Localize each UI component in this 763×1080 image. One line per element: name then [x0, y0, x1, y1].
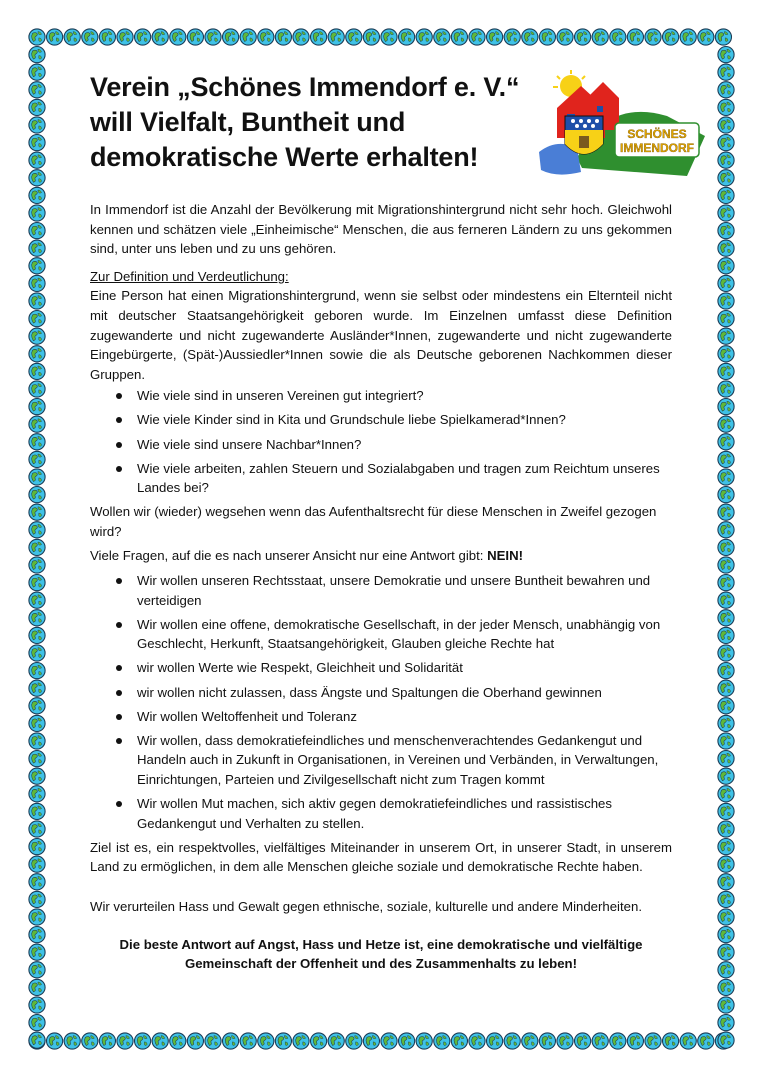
- globe-icon: [47, 29, 63, 45]
- globe-icon: [258, 1033, 274, 1049]
- globe-icon: [29, 205, 45, 221]
- globe-icon: [29, 715, 45, 731]
- globe-icon: [117, 29, 133, 45]
- wish-list: [90, 571, 672, 833]
- globe-icon: [416, 1033, 432, 1049]
- globe-icon: [29, 1032, 45, 1048]
- globe-icon: [718, 962, 734, 978]
- definition-heading: Zur Definition und Verdeutlichung:: [90, 268, 289, 284]
- globe-icon: [29, 786, 45, 802]
- globe-icon: [29, 29, 45, 45]
- intro-paragraph: In Immendorf ist die Anzahl der Bevölkerung mit Migrationshintergrund nicht sehr hoch. Gleichwohl kennen und schätzen viele „Einheimische“ Menschen, die aus ferneren Ländern zu uns gekommen sind, unter uns leben und zu uns gehören.: [90, 202, 672, 257]
- logo-text-line-2: IMMENDORF: [620, 141, 694, 155]
- globe-icon: [29, 451, 45, 467]
- globe-icon: [469, 1033, 485, 1049]
- globe-icon: [522, 1033, 538, 1049]
- globe-icon: [29, 522, 45, 538]
- globe-icon: [29, 275, 45, 291]
- globe-icon: [29, 328, 45, 344]
- globe-icon: [29, 768, 45, 784]
- globe-icon: [718, 803, 734, 819]
- globe-icon: [663, 1033, 679, 1049]
- globe-icon: [575, 1033, 591, 1049]
- globe-icon: [223, 1033, 239, 1049]
- answer-paragraph: [90, 546, 672, 566]
- globe-icon: [718, 979, 734, 995]
- globe-icon: [29, 1015, 45, 1031]
- logo-text-line-1: SCHÖNES: [627, 127, 687, 141]
- list-item: Wir wollen Weltoffenheit und Toleranz: [90, 707, 672, 727]
- globe-icon: [29, 117, 45, 133]
- globe-icon: [451, 1033, 467, 1049]
- list-item: wir wollen nicht zulassen, dass Ängste und Spaltungen die Oberhand gewinnen: [90, 683, 672, 703]
- globe-icon: [47, 1033, 63, 1049]
- globe-icon: [718, 522, 734, 538]
- globe-icon: [29, 399, 45, 415]
- globe-icon: [680, 29, 696, 45]
- globe-icon: [29, 469, 45, 485]
- globe-icon: [718, 821, 734, 837]
- globe-icon: [29, 997, 45, 1013]
- globe-icon: [718, 82, 734, 98]
- globe-icon: [29, 99, 45, 115]
- globe-icon: [29, 751, 45, 767]
- globe-icon: [416, 29, 432, 45]
- globe-icon: [627, 29, 643, 45]
- globe-icon: [557, 1033, 573, 1049]
- globe-icon: [718, 786, 734, 802]
- globe-icon: [29, 557, 45, 573]
- globe-icon: [451, 29, 467, 45]
- globe-icon: [399, 1033, 415, 1049]
- list-item: Wie viele sind in unseren Vereinen gut integriert?: [90, 386, 672, 406]
- globe-icon: [698, 1033, 714, 1049]
- globe-icon: [29, 363, 45, 379]
- globe-icon: [718, 311, 734, 327]
- closing-line-1: Die beste Antwort auf Angst, Hass und Hetze ist, eine demokratische und vielfältige: [119, 936, 643, 952]
- globe-icon: [29, 733, 45, 749]
- globe-icon: [293, 1033, 309, 1049]
- globe-icon: [522, 29, 538, 45]
- page-title: [90, 70, 520, 175]
- globe-icon: [170, 29, 186, 45]
- globe-icon: [29, 698, 45, 714]
- globe-icon: [399, 29, 415, 45]
- globe-icon: [258, 29, 274, 45]
- globe-icon: [718, 733, 734, 749]
- globe-icon: [645, 29, 661, 45]
- globe-icon: [539, 1033, 555, 1049]
- list-item: Wir wollen unseren Rechtsstaat, unsere Demokratie und unsere Buntheit bewahren und verteidigen: [90, 571, 672, 610]
- globe-icon: [29, 434, 45, 450]
- globe-icon: [275, 1033, 291, 1049]
- globe-icon: [718, 363, 734, 379]
- globe-icon: [487, 29, 503, 45]
- globe-icon: [434, 29, 450, 45]
- globe-icon: [64, 1033, 80, 1049]
- title-line-3: demokratische Werte erhalten!: [90, 142, 479, 172]
- globe-icon: [29, 645, 45, 661]
- globe-icon: [680, 1033, 696, 1049]
- globe-icon: [434, 1033, 450, 1049]
- closing-statement: [90, 935, 672, 974]
- globe-icon: [29, 258, 45, 274]
- globe-icon: [135, 29, 151, 45]
- condemn-paragraph: Wir verurteilen Hass und Gewalt gegen ethnische, soziale, kulturelle und andere Minderheiten.: [90, 898, 642, 914]
- document-body: [90, 200, 672, 974]
- globe-icon: [363, 1033, 379, 1049]
- globe-icon: [575, 29, 591, 45]
- globe-icon: [346, 29, 362, 45]
- question-paragraph: Wollen wir (wieder) wegsehen wenn das Aufenthaltsrecht für diese Menschen in Zweifel gezogen wird?: [90, 504, 657, 539]
- globe-icon: [29, 82, 45, 98]
- globe-icon: [718, 891, 734, 907]
- globe-icon: [29, 821, 45, 837]
- globe-icon: [223, 29, 239, 45]
- globe-icon: [718, 135, 734, 151]
- globe-icon: [718, 275, 734, 291]
- globe-icon: [592, 1033, 608, 1049]
- globe-icon: [152, 29, 168, 45]
- globe-icon: [240, 29, 256, 45]
- list-item: Wir wollen Mut machen, sich aktiv gegen demokratiefeindliches und rassistisches Gedankengut und Verhalten zu stellen.: [90, 794, 672, 833]
- globe-icon: [718, 258, 734, 274]
- globe-icon: [29, 416, 45, 432]
- globe-icon: [29, 680, 45, 696]
- globe-icon: [29, 223, 45, 239]
- globe-icon: [29, 311, 45, 327]
- globe-icon: [187, 29, 203, 45]
- list-item: Wie viele sind unsere Nachbar*Innen?: [90, 435, 672, 455]
- globe-icon: [718, 99, 734, 115]
- globe-icon: [718, 152, 734, 168]
- globe-icon: [504, 29, 520, 45]
- globe-icon: [29, 487, 45, 503]
- globe-icon: [718, 839, 734, 855]
- globe-icon: [29, 575, 45, 591]
- globe-icon: [29, 170, 45, 186]
- globe-icon: [718, 680, 734, 696]
- answer-no: NEIN!: [487, 547, 523, 563]
- globe-icon: [29, 663, 45, 679]
- globe-icon: [29, 856, 45, 872]
- globe-icon: [718, 592, 734, 608]
- globe-icon: [718, 381, 734, 397]
- globe-icon: [718, 504, 734, 520]
- globe-icon: [275, 29, 291, 45]
- globe-icon: [610, 29, 626, 45]
- globe-icon: [718, 117, 734, 133]
- globe-icon: [718, 557, 734, 573]
- answer-lead: Viele Fragen, auf die es nach unserer Ansicht nur eine Antwort gibt:: [90, 547, 488, 563]
- globe-icon: [610, 1033, 626, 1049]
- globe-icon: [29, 610, 45, 626]
- schoenes-immendorf-logo: [537, 68, 707, 178]
- list-item: Wir wollen eine offene, demokratische Gesellschaft, in der jeder Mensch, unabhängig von Geschlecht, Herkunft, Staatsangehörigkeit, Glauben gleiche Rechte hat: [90, 615, 672, 654]
- list-item: Wie viele arbeiten, zahlen Steuern und Sozialabgaben und tragen zum Reichtum unseres Landes bei?: [90, 459, 672, 498]
- globe-icon: [117, 1033, 133, 1049]
- globe-icon: [718, 240, 734, 256]
- globe-icon: [205, 1033, 221, 1049]
- globe-icon: [29, 839, 45, 855]
- globe-icon: [718, 64, 734, 80]
- globe-icon: [645, 1033, 661, 1049]
- globe-icon: [718, 1015, 734, 1031]
- globe-icon: [29, 187, 45, 203]
- globe-icon: [99, 29, 115, 45]
- globe-icon: [718, 909, 734, 925]
- globe-icon: [29, 152, 45, 168]
- globe-icon: [718, 328, 734, 344]
- globe-icon: [29, 874, 45, 890]
- globe-icon: [539, 29, 555, 45]
- closing-line-2: Gemeinschaft der Offenheit und des Zusammenhalts zu leben!: [184, 956, 578, 972]
- globe-icon: [29, 627, 45, 643]
- globe-icon: [592, 29, 608, 45]
- globe-icon: [29, 504, 45, 520]
- globe-icon: [311, 1033, 327, 1049]
- globe-icon: [363, 29, 379, 45]
- globe-icon: [663, 29, 679, 45]
- globe-icon: [29, 944, 45, 960]
- globe-icon: [152, 1033, 168, 1049]
- globe-icon: [718, 944, 734, 960]
- globe-icon: [718, 751, 734, 767]
- list-item: wir wollen Werte wie Respekt, Gleichheit und Solidarität: [90, 658, 672, 678]
- globe-icon: [718, 487, 734, 503]
- globe-icon: [311, 29, 327, 45]
- globe-icon: [718, 539, 734, 555]
- globe-icon: [718, 610, 734, 626]
- globe-icon: [718, 399, 734, 415]
- globe-icon: [293, 29, 309, 45]
- globe-icon: [187, 1033, 203, 1049]
- globe-icon: [718, 451, 734, 467]
- globe-icon: [328, 1033, 344, 1049]
- globe-icon: [29, 240, 45, 256]
- globe-icon: [29, 539, 45, 555]
- globe-icon: [557, 29, 573, 45]
- globe-icon: [718, 575, 734, 591]
- globe-icon: [718, 856, 734, 872]
- globe-icon: [64, 29, 80, 45]
- globe-icon: [135, 1033, 151, 1049]
- globe-icon: [240, 1033, 256, 1049]
- globe-icon: [29, 962, 45, 978]
- globe-icon: [170, 1033, 186, 1049]
- globe-icon: [487, 1033, 503, 1049]
- globe-icon: [29, 47, 45, 63]
- globe-icon: [718, 927, 734, 943]
- globe-icon: [718, 170, 734, 186]
- globe-icon: [504, 1033, 520, 1049]
- globe-icon: [29, 64, 45, 80]
- globe-icon: [718, 1032, 734, 1048]
- definition-paragraph: Eine Person hat einen Migrationshintergrund, wenn sie selbst oder mindestens ein Elternteil nicht mit deutscher Staatsangehörigkeit geboren wurde. Im Einzelnen umfasst diese Definition zugewanderte und nicht zugewanderte Ausländer*Innen, zugewanderte und nicht zugewanderte Eingebürgerte, (Spät-)Aussiedler*Innen sowie die als Deutsche geborenen Nachkommen dieser Gruppen.: [90, 288, 672, 382]
- globe-icon: [469, 29, 485, 45]
- globe-icon: [328, 29, 344, 45]
- globe-icon: [627, 1033, 643, 1049]
- globe-icon: [205, 29, 221, 45]
- globe-icon: [718, 47, 734, 63]
- globe-icon: [381, 1033, 397, 1049]
- globe-icon: [718, 997, 734, 1013]
- globe-icon: [82, 29, 98, 45]
- globe-icon: [718, 434, 734, 450]
- globe-icon: [718, 645, 734, 661]
- globe-icon: [29, 803, 45, 819]
- list-item: Wie viele Kinder sind in Kita und Grundschule liebe Spielkamerad*Innen?: [90, 410, 672, 430]
- globe-icon: [346, 1033, 362, 1049]
- globe-icon: [718, 874, 734, 890]
- globe-icon: [718, 469, 734, 485]
- globe-icon: [29, 381, 45, 397]
- globe-icon: [29, 891, 45, 907]
- globe-icon: [718, 293, 734, 309]
- question-list: [90, 386, 672, 497]
- globe-icon: [381, 29, 397, 45]
- list-item: Wir wollen, dass demokratiefeindliches und menschenverachtendes Gedankengut und Handeln auch in Zukunft in Organisationen, in Vereinen und Verbänden, in Verwaltungen, Einrichtungen, Parteien und Zivilgesellschaft nicht zum Tragen kommt: [90, 731, 672, 790]
- globe-icon: [718, 223, 734, 239]
- globe-icon: [718, 698, 734, 714]
- globe-icon: [715, 29, 731, 45]
- globe-icon: [29, 592, 45, 608]
- globe-icon: [99, 1033, 115, 1049]
- title-line-2: will Vielfalt, Buntheit und: [90, 107, 406, 137]
- globe-icon: [718, 205, 734, 221]
- goal-paragraph: Ziel ist es, ein respektvolles, vielfältiges Miteinander in unserem Ort, in unserer Stadt, in unserem Land zu ermöglichen, in dem alle Menschen gleiche soziale und demokratische Rechte haben.: [90, 839, 672, 875]
- globe-icon: [718, 768, 734, 784]
- globe-icon: [29, 346, 45, 362]
- globe-icon: [29, 927, 45, 943]
- globe-icon: [29, 135, 45, 151]
- globe-icon: [29, 909, 45, 925]
- globe-icon: [29, 979, 45, 995]
- globe-icon: [82, 1033, 98, 1049]
- globe-icon: [718, 416, 734, 432]
- globe-icon: [29, 293, 45, 309]
- globe-icon: [718, 663, 734, 679]
- title-line-1: Verein „Schönes Immendorf e. V.“: [90, 72, 520, 102]
- globe-icon: [698, 29, 714, 45]
- globe-icon: [718, 715, 734, 731]
- globe-icon: [718, 627, 734, 643]
- globe-icon: [718, 346, 734, 362]
- globe-icon: [718, 187, 734, 203]
